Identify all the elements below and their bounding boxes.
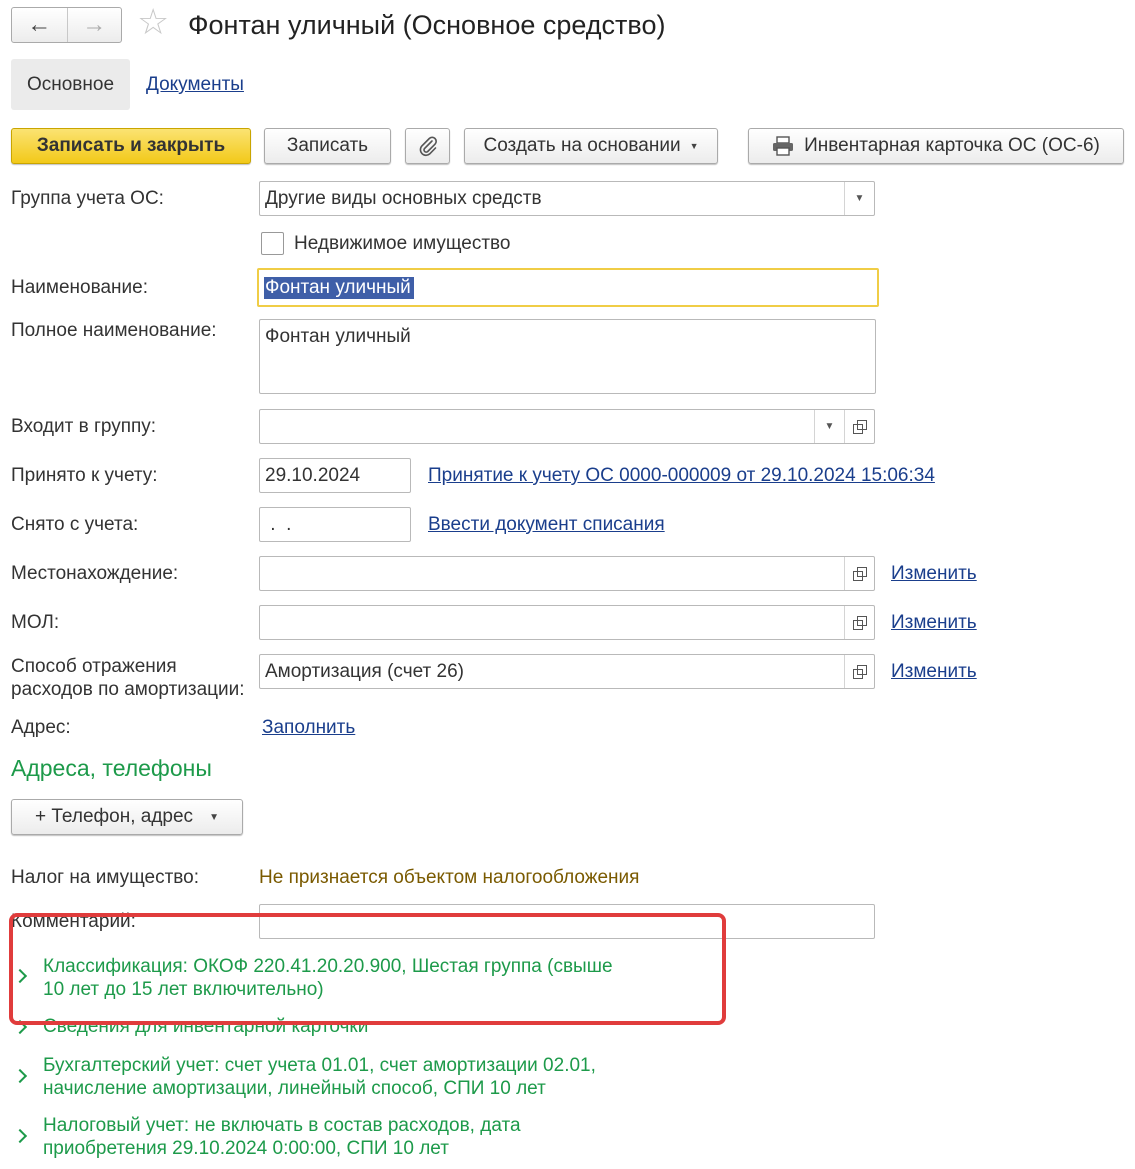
amortization-input[interactable] (259, 654, 875, 689)
mol-open-button[interactable] (844, 606, 874, 639)
group-label: Группа учета ОС: (11, 188, 164, 209)
group-select[interactable] (259, 181, 875, 216)
caret-down-icon: ▼ (209, 811, 219, 823)
paperclip-icon (418, 135, 438, 157)
accepted-date-input[interactable] (259, 458, 411, 493)
create-based-on-label: Создать на основании (483, 135, 681, 156)
attach-button[interactable] (405, 128, 450, 164)
mol-label: МОЛ: (11, 612, 60, 633)
mol-input[interactable] (259, 605, 875, 640)
open-icon (853, 616, 866, 629)
accepted-date-value: 29.10.2024 (265, 464, 361, 486)
name-label: Наименование: (11, 277, 148, 298)
caret-down-icon: ▼ (854, 193, 865, 204)
contacts-section-title: Адреса, телефоны (11, 755, 212, 781)
section-inventory-card-info-line1: Сведения для инвентарной карточки (43, 1016, 369, 1037)
comment-input[interactable] (259, 904, 875, 939)
name-input[interactable] (257, 268, 879, 307)
amortization-value: Амортизация (счет 26) (265, 660, 464, 682)
accepted-document-link[interactable]: Принятие к учету ОС 0000-000009 от 29.10.2024 15:06:34 (428, 465, 935, 486)
open-icon (853, 665, 866, 678)
address-label: Адрес: (11, 717, 71, 738)
open-icon (853, 420, 866, 433)
tab-documents[interactable]: Документы (146, 74, 244, 95)
save-button[interactable] (264, 128, 391, 164)
fullname-value: Фонтан уличный (265, 326, 411, 347)
section-accounting-line1: Бухгалтерский учет: счет учета 01.01, счет амортизации 02.01, (43, 1055, 596, 1076)
chevron-right-icon (13, 1129, 27, 1143)
parent-group-dropdown-button[interactable] (814, 410, 844, 443)
add-phone-address-button[interactable] (11, 799, 243, 835)
address-fill-link[interactable]: Заполнить (262, 717, 356, 738)
property-tax-label: Налог на имущество: (11, 867, 200, 888)
tab-main-label: Основное (26, 73, 115, 95)
favorite-star-icon[interactable]: ☆ (137, 1, 170, 42)
open-icon (853, 567, 866, 580)
caret-down-icon: ▼ (824, 421, 835, 432)
mol-change-link[interactable]: Изменить (891, 612, 977, 633)
write-off-document-link[interactable]: Ввести документ списания (428, 514, 665, 535)
removed-date-input[interactable] (259, 507, 411, 542)
parent-group-label: Входит в группу: (11, 416, 157, 437)
parent-group-select[interactable] (259, 409, 875, 444)
fullname-textarea[interactable] (259, 319, 876, 394)
group-value: Другие виды основных средств (265, 187, 542, 209)
amortization-change-link[interactable]: Изменить (891, 661, 977, 682)
section-tax-accounting-line2: приобретения 29.10.2024 0:00:00, СПИ 10 лет (43, 1138, 449, 1159)
parent-group-open-button[interactable] (844, 410, 874, 443)
add-phone-address-label: + Телефон, адрес (35, 806, 194, 827)
create-based-on-button[interactable] (464, 128, 718, 164)
section-classification-line2: 10 лет до 15 лет включительно) (43, 979, 324, 1000)
save-label: Записать (286, 135, 369, 156)
tab-main[interactable] (11, 59, 130, 110)
amortization-label-line2: расходов по амортизации: (11, 679, 245, 700)
caret-down-icon: ▼ (689, 141, 699, 151)
location-open-button[interactable] (844, 557, 874, 590)
comment-label: Комментарий: (11, 911, 136, 932)
removed-date-value: . . (265, 513, 292, 535)
inventory-card-label: Инвентарная карточка ОС (ОС-6) (804, 135, 1100, 156)
inventory-card-print-button[interactable] (748, 128, 1124, 164)
forward-button[interactable] (68, 8, 122, 42)
arrow-left-icon: ← (27, 11, 52, 38)
name-value: Фонтан уличный (264, 277, 414, 299)
group-dropdown-button[interactable] (844, 182, 874, 215)
nav-buttons (11, 7, 122, 43)
chevron-right-icon (13, 969, 27, 983)
window-title: Фонтан уличный (Основное средство) (188, 10, 666, 40)
save-and-close-label: Записать и закрыть (36, 135, 226, 156)
realty-label: Недвижимое имущество (294, 233, 511, 254)
save-and-close-button[interactable] (11, 128, 251, 164)
chevron-right-icon (13, 1020, 27, 1034)
location-change-link[interactable]: Изменить (891, 563, 977, 584)
location-label: Местонахождение: (11, 563, 179, 584)
section-accounting-line2: начисление амортизации, линейный способ, СПИ 10 лет (43, 1078, 546, 1099)
printer-icon (772, 136, 794, 156)
accepted-label: Принято к учету: (11, 465, 158, 486)
fullname-label: Полное наименование: (11, 320, 217, 341)
location-input[interactable] (259, 556, 875, 591)
property-tax-value: Не признается объектом налогообложения (259, 867, 640, 888)
arrow-right-icon: → (82, 11, 107, 38)
amortization-open-button[interactable] (844, 655, 874, 688)
section-tax-accounting-line1: Налоговый учет: не включать в состав расходов, дата (43, 1115, 521, 1136)
realty-checkbox[interactable] (261, 232, 284, 255)
removed-label: Снято с учета: (11, 514, 139, 535)
section-classification-line1: Классификация: ОКОФ 220.41.20.20.900, Шестая группа (свыше (43, 956, 613, 977)
chevron-right-icon (13, 1069, 27, 1083)
back-button[interactable] (12, 8, 68, 42)
amortization-label-line1: Способ отражения (11, 656, 177, 677)
